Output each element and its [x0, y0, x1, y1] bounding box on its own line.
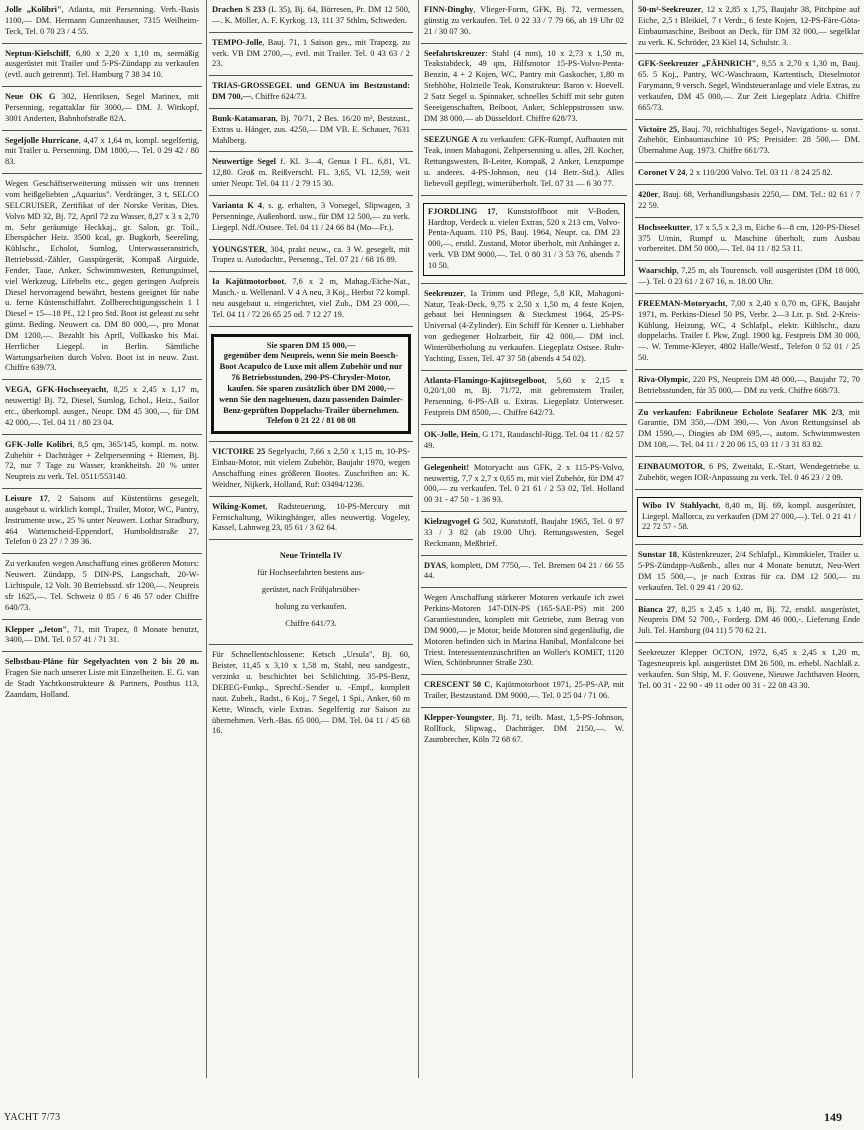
- classified-ad: [633, 163, 864, 184]
- ad-headline: EINBAUMOTOR: [638, 462, 703, 471]
- ad-headline: Varianta K 4: [212, 200, 263, 210]
- ad-body: , G 171, Raudaschl-Rigg. Tel. 04 11 / 82 57 49.: [424, 430, 624, 450]
- ad-text: [419, 430, 629, 452]
- ad-body: Wegen Geschäftserweiterung müssen wir uns trennen vom heißgeliebten „Aquarius". Verdränger, 3 t, SELCO SELCRUISER, Zertifikat of der Norske Veritas, Dies. Volvo MD 32, Bj. 72, April 72 zu Wasser, 8,27 x 3 x 2,70 m. Sehr geräumige Heckkaj., gr. Salon, gr. Toil., Eberspächer Heiz. 3500 kcal, gr. Bugkorb, Seereling, Kühlschr., Echolot, Sumlog, Unterwasseranstrich, Betriebsstd.-Zähler, Gasspürgerät, Kompaß Airguide, Fender, Taue, Anker, Schwimmwesten, Rettungsinsel, viel Werkzeug, Lifebelts etc., gegen geringen Aufpreis Diesel hervorragend bewährt, bestens geeignet für nahe u. ferne Küstenschiffahrt. Zollberechtigungsschein 1 l Diesel = 15—18 Pf., 12 l pro Std. Boot ist geleast zu sehr günst. Beding. Neuwert ca. DM 80 000,—, pro Monat DM 1200,—. Bezahlt bis April, Vollkasko bis Mai. Herrlicher Liegepl. in Berlin. Sämtliche Wartungsarbeiten durch Volvo. Boot ist in neuw. Zust. Chiffre 639/73.: [5, 179, 199, 373]
- ad-headline: GFK-Jolle Kolibri: [5, 439, 73, 449]
- ad-headline: Klepper-Youngster: [424, 712, 493, 722]
- ad-body: , komplett, DM 7750,—. Tel. Bremen 04 21 / 66 55 44.: [424, 560, 624, 581]
- ad-text: [419, 517, 629, 550]
- classified-ad: [419, 371, 629, 424]
- classified-ad: [419, 0, 629, 43]
- classified-ad: [633, 120, 864, 163]
- ad-headline: Wibo IV Stahlyacht: [642, 500, 719, 510]
- ad-text: [207, 38, 415, 71]
- ad-body: , 7,25 m, als Tourensch. voll ausgerüstet (DM 18 000,—). Tel. 0 23 61 / 2 67 16, n. 18.00 Uhr.: [638, 266, 860, 287]
- ad-text: [207, 502, 415, 535]
- ad-headline: Coronet V 24: [638, 168, 686, 178]
- ad-body: , 304, prakt neuw., ca. 3 W. gesegelt, mit Trapez u. Autodachtr., Persenng., Tel. 07 21 / 68 16 89.: [212, 244, 410, 265]
- ad-text: [207, 81, 415, 103]
- ad-text: [419, 376, 629, 419]
- classified-ad: [419, 44, 629, 130]
- ad-headline: Seekreuzer: [424, 288, 464, 298]
- classified-ad: [207, 645, 415, 742]
- classified-ad: [633, 370, 864, 402]
- ad-text: [0, 385, 204, 428]
- ad-text: [207, 277, 415, 320]
- ad-body: Zu verkaufen wegen Anschaffung eines größeren Motors: Neuwert. Zündapp, 5 DIN-PS, Langschaft, 20-W-Lichtspule, 12 Volt. 30 Betriebsstd. sfr 1200,—. Neupreis sfr 1625,—. Tel. Schweiz 0 85 / 6 46 57 oder Chiffre 640/73.: [5, 559, 199, 612]
- classified-ad: [207, 0, 415, 32]
- classified-ad: [419, 130, 629, 194]
- ad-headline: Segeljolle Hurricane: [5, 135, 79, 145]
- ad-text: [633, 550, 864, 593]
- ad-body: Segelyacht, 7,66 x 2,50 x 1,15 m, 10-PS-Einbau-Motor, mit vielem Zubehör, Baujahr 1970, wegen Anschaffung eines größeren Bootes. Zuschriften an: K. Weidner, Nijkerk, Holland, Ruf: 03494/1236.: [212, 447, 410, 489]
- ad-body: Chiffre 624/73.: [253, 92, 307, 102]
- ad-body: , Küstenkreuzer, 2/4 Schlafpl., Kimmkieler, Trailer u. 5-PS-Zündapp-Außenb., alles nur 4 Monate benutzt, Neu-Wert DM 15 500,—, je nach Extras für ca. DM 12 500,— zu verkaufen. Tel. 0 29 41 / 20 62.: [638, 550, 861, 592]
- ad-headline: Drachen S 233: [212, 5, 266, 14]
- ad-text: [419, 561, 629, 583]
- ad-body: , Ia Trimm und Pflege, 5,8 KR, Mahagoni-Natur, Teak-Deck, 9,75 x 2,50 x 1,50 m, 4 feste Kojen, gebaut bei Henningsen & Steckmest 1964, 25-PS-Universal (4-Zylinder). Ein Schiff für Kenner u. Liebhaber von gediegener Holzarbeit, für 42 000,— DM incl. Winterüberholung zu verkaufen. Liegeplatz Ostsee. Ruhr-Yachting, Essen, Tel. 47 37 58 (abends 4 54 02).: [424, 288, 624, 363]
- ad-headline: Bianca 27: [638, 604, 676, 614]
- magazine-issue-label: YACHT 7/73: [4, 1112, 61, 1123]
- classified-ad: [0, 87, 204, 130]
- ad-headline: 420er: [638, 189, 658, 199]
- classified-ad: [633, 545, 864, 598]
- classified-ad: [207, 272, 415, 325]
- ad-headline: Neuwertige Segel: [212, 157, 276, 167]
- classified-ad: [0, 44, 204, 87]
- ad-headline: Seefahrtskreuzer: [424, 48, 486, 58]
- ad-text: [633, 266, 864, 288]
- ad-text: [633, 375, 864, 397]
- ad-body: 502, Kunststoff, Baujahr 1965, Tel. 0 97 33 / 3 82 (ab 19.00 Uhr). Rettungswesten, Segel Reckmann, Meßbrief.: [424, 517, 624, 548]
- ad-body: , 8,40 m, Bj. 69, kompl. ausgerüstet, Liegepl. Mallorca, zu verkaufen (DM 27 000,—). Tel. 0 21 41 / 22 72 57 - 58.: [642, 500, 856, 532]
- classified-ad: [207, 33, 415, 76]
- ad-headline: 50-m²-Seekreuzer: [638, 5, 702, 14]
- ad-headline: Zu verkaufen: Fabrikneue Echolote Seafarer MK 2/3: [638, 407, 843, 417]
- classified-ad: [207, 540, 415, 644]
- ad-body: Seekreuzer Klepper OCTON, 1972, 6,45 x 2,45 x 1,20 m, Tagesneupreis kpl. ausgerüstet DM 26 500, m. erhebl. Nachlaß z. verkaufen. Sun Ship, M. F. Gouvene, Nieuwe Jachthaven Hoorn, Tel. 00 31 - 22 90 - 49 11 oder 00 31 - 22 08 43 30.: [638, 648, 860, 690]
- ad-text: [419, 49, 629, 125]
- ad-body: (L 35), Bj. 64, Börresen, Pr. DM 12 500,—. K. Möller, A. F. Kyrkog. 13, 111 37 Sthlm, Schweden.: [212, 5, 410, 25]
- classified-ad: [419, 556, 629, 588]
- ad-body: Fragen Sie nach unserer Liste mit Einzelheiten. E. G. van de Stadt Yachtkonstrukteure & Partners, Postbus 113, Zaandam, Holland.: [5, 668, 199, 699]
- ad-text: [423, 203, 625, 276]
- ad-text: [0, 136, 204, 169]
- classified-ad: [207, 76, 415, 108]
- classified-ad: [207, 152, 415, 195]
- ad-headline: Sie sparen DM 15 000,—: [266, 340, 356, 350]
- ad-text: [633, 299, 864, 364]
- classified-ad: [419, 458, 629, 511]
- ad-column-2: [206, 0, 415, 1078]
- ad-text: [633, 605, 864, 638]
- ad-body: , 71, mit Trapez, 8 Monate benutzt, 3400,— DM. Tel. 0 57 41 / 71 31.: [5, 624, 199, 645]
- ad-body: , 7,6 x 2 m, Mahag./Eiche-Nat., Masch.- u. Wellenanl. V 4 A neu, 3 Koj., Herbst 72 kompl. neu ausgebaut u. eingerichtet, viel Zub., DM 23 000,—. Tel. 04 11 / 72 26 65 25 od. 7 12 27 19.: [212, 277, 410, 319]
- classified-ad: [633, 218, 864, 261]
- classified-ad: [207, 327, 415, 442]
- ad-body: f. Kl. 3—4, Genua I FL. 6,81, VL 12,80. Groß m. Reißverschl. FL. 3,65, VL 12,59, weit unter Neupr. Tel. 04 11 / 2 79 15 30.: [212, 157, 410, 189]
- classified-ad: [419, 588, 629, 674]
- classified-ad: [633, 294, 864, 369]
- ad-body: Wegen Anschaffung stärkerer Motoren verkaufe ich zwei Perkins-Motoren 147-DIN-PS (165-SAE-PS) mit 200 Garantiestunden, komplett mit Getriebe, zum Betrag von DM 9000,— je Motor, beide Motoren sind gegenläufig, die Motoren befinden sich in Marina Hanibal, Monfalcone bei Triest. Interessentenzuschriften an Woller's KOMET, 1120 Wien, Schönbrunner Straße 230.: [424, 593, 624, 668]
- ad-headline: Bunk-Katamaran: [212, 113, 276, 123]
- ad-text: [419, 593, 629, 669]
- ad-text: [633, 168, 864, 179]
- classified-ad: [419, 512, 629, 555]
- classified-ad: [207, 109, 415, 152]
- ad-text: [0, 179, 204, 374]
- ad-text: [633, 408, 864, 451]
- ad-column-4: [632, 0, 864, 1078]
- ad-text: [207, 5, 415, 27]
- ad-headline: Victoire 25: [638, 124, 678, 134]
- ad-body: , 8,25 x 2,45 x 1,17 m, neuwertig! Bj. 72, Diesel, Sumlog, Echol., Heiz., Sailor etc., überkompl. ausger., Neupr. DM 45 300,—, für DM 42 000,—. Tel. 04 11 / 80 23 04.: [5, 385, 199, 427]
- ad-text: [207, 447, 415, 490]
- ad-headline: OK-Jolle, Hein: [424, 430, 478, 439]
- classified-ad: [633, 0, 864, 53]
- classified-ad: [0, 435, 204, 488]
- classified-ad: [0, 620, 204, 652]
- ad-headline: TRIAS-GROSSEGEL und GENUA im Bestzustand: DM 700,—.: [212, 81, 410, 102]
- ad-body: , Kunststoffboot mit V-Boden, Hardtop, Verdeck u. vielen Extras, 520 x 213 cm, Volvo-Penta-Aquam. 110 PS, Bauj. 1964, Neupr. ca. DM 23 000,—, erstkl. Zustand, Motor überholt, mit Anhänger z. verk. VB DM 9000,—. Tel. 0 80 31 / 3 53 76, abends 7 10 50.: [428, 206, 620, 270]
- classified-ad: [633, 457, 864, 489]
- classified-ad: [207, 196, 415, 239]
- ad-headline: DYAS: [424, 560, 447, 570]
- classified-ad: [633, 403, 864, 456]
- ad-body: , Atlanta, mit Persenning. Verh.-Basis 1100,— DM. Hermann Gunzenhauser, 7315 Weilheim-Teck, Tel. 0 70 23 / 4 55.: [5, 5, 200, 36]
- ad-column-1: [0, 0, 204, 1078]
- ad-text: [633, 223, 864, 256]
- ad-headline: Waarschip: [638, 266, 677, 276]
- ad-body: , 12 x 2,85 x 1,75, Baujahr 38, Pitchpine auf Eiche, 2,5 t Bleikiel, 7 t Verdr., 6 feste Kojen, 12-PS-Färe-Göta-Einbaumaschine, Beiboot an Deck, für DM 32 000,— segelklar zu verk. K. Schröder, 23 Kiel 14, Schulstr. 3.: [638, 5, 860, 47]
- ad-line: gerüstet, nach Frühjahrsüber-: [261, 584, 361, 594]
- ad-text: [419, 135, 629, 189]
- ad-title: Neue Trintella IV: [279, 551, 343, 561]
- ad-body: , 17 x 5,5 x 2,3 m, Eiche 6—8 cm, 120-PS-Diesel 375 U/min, Rumpf u. Maschine überholt, zum Ausbau vorbereitet. DM 50 000,—. Tel. 04 11 / 82 53 11.: [638, 222, 860, 254]
- ad-body: , Bauj. 68, Verhandlungsbasis 2250,— DM. Tel.: 02 61 / 7 22 59.: [638, 189, 860, 210]
- ad-headline: VEGA, GFK-Hochseeyacht: [5, 385, 107, 395]
- ad-headline: FJORDLING 17: [428, 206, 496, 216]
- classified-ad: [0, 652, 204, 705]
- ad-body: , mit Garantie, DM 350,—/DM 390,—. Von Avon Rettungsinsel ab DM 1590,—, Dingies ab DM 695,—, autom. Schwimmwesten DM 108,—. Tel. 04 11 / 2 20 06 15, 03 11 / 3 31 83 82.: [638, 407, 861, 450]
- ad-headline: Neue OK G: [5, 92, 56, 102]
- ad-body: , 8,25 x 2,45 x 1,40 m, Bj. 72, erstkl. ausgerüstet, Neupreis DM 52 700,-, Forderg. DM 46 000,-. Lieferung Ende Juli. Tel. Hamburg (04 11) 5 70 62 21.: [638, 604, 860, 636]
- ad-text: [419, 5, 629, 38]
- ad-body: , Bauj. 70, reichhaltiges Segel-, Navigations- u. sonst. Zubehör, Einbaumaschine 10 PS; Preisidee: 28 500,— DM. Übernahme Aug. 1973. Chiffre 661/73.: [638, 124, 860, 156]
- ad-text: [0, 49, 204, 82]
- ad-body: 302, Henriksen, Segel Marinex, mit Persenning, regattaklar für 3000,— DM. J. Wittkopf, 3001 Anderten, Bahnhofstraße 82A.: [5, 92, 199, 123]
- classified-ad: [633, 600, 864, 643]
- ad-body: Motoryacht aus GFK, 2 x 115-PS-Volvo, neuwertig, 7,7 x 2,7 x 0,65 m, mit viel Zubehör, für DM 47 000,— zu verkaufen. Tel. 0 21 61 / 2 53 02, Tel. Holland 00 31 - 47 50 - 1 36 93.: [424, 462, 624, 505]
- ad-text: [633, 59, 864, 113]
- ad-headline: Gelegenheit!: [424, 462, 470, 472]
- ad-headline: Kielzugvogel G: [424, 517, 480, 527]
- classified-ad: [419, 425, 629, 457]
- classified-ad: [207, 240, 415, 272]
- ad-body: , Vlieger-Form, GFK, Bj. 72, vermessen, günstig zu verkaufen. Tel. 0 22 33 / 7 79 66, ab 19 Uhr 02 21 / 30 07 30.: [424, 5, 624, 36]
- ad-line: holung zu verkaufen.: [275, 601, 347, 611]
- ad-body: , 6 PS, Zweitakt, E.-Start, Wendegetriebe u. Zubehör, wegen IOR-Anpassung zu verk. Tel. 0 46 23 / 2 09.: [638, 462, 860, 482]
- ad-body: , Bj. 71, teilb. Mast, 1,5-PS-Johnson, Rollfock, Slipwag., Dachträger. DM 2150,—. W. Zaumbrecher, Köln 72 68 67.: [424, 712, 624, 744]
- ad-text: [207, 157, 415, 190]
- classified-ad: [0, 554, 204, 618]
- ad-body: : Stahl (4 mm), 10 x 2,73 x 1,50 m, Teakstabdeck, 49 qm, Hilfsmotor 15-PS-Volvo-Penta-Benzin, 4 + 2 Kojen, WC, Pantry mit Gaskocher, 1,80 m Stehhöhe, Holzteile Teak, Konstrukteur: Baron v. Hoevell. 2 Satz Segel u. Spinnaker, schnelles Schiff mit sehr guten Seeeigenschaften, Beiboot, Anker, Schleppstrossen usw. DM 38 000,— ab Düsseldorf. Chiffre 628/73.: [424, 48, 624, 123]
- ad-text: [207, 245, 415, 267]
- ad-body: , Kajütmotorboot 1971, 25-PS-AP, mit Trailer, Bestzustand. DM 9000,—. Tel. 0 25 04 / 71 06.: [424, 680, 624, 701]
- ad-body: , 5,60 x 2,15 x 0,20/1,00 m, Bj. 71/72, mit gebremstem Trailer, Persenning, 6-PS-AB u. Extras. Liegeplatz Unterweser. Festpreis DM 8500,—. Chiffre 642/73.: [424, 375, 624, 418]
- ad-body: , Bauj. 71, 1 Saison ges., mit Trapezg. zu verk. VB DM 2700,—, evtl. mit Trailer. Tel. 0 43 63 / 2 23.: [212, 37, 410, 69]
- ad-text: [419, 463, 629, 506]
- classified-ad: [419, 284, 629, 370]
- classified-ad: [0, 131, 204, 174]
- ad-text: [637, 497, 861, 538]
- ad-text: [633, 648, 864, 691]
- ad-text: [0, 559, 204, 613]
- ad-body: , 9,55 x 2,70 x 1,30 m, Bauj. 65. 5 Koj., Pantry, WC-Waschraum, Kartentisch, Dieselmotor Farymann, 9 versch. Segel, Windsteueranlage und viele Extras, zu verkaufen, DM 45 000,—. Zur Zeit Liegeplatz Adria. Chiffre 665/73.: [638, 59, 860, 112]
- ad-body: , 7,00 x 2,40 x 0,70 m, GFK, Baujahr 1971, m. Perkins-Diesel 50 PS, Verbr. 2—3 Ltr. p. Std. 2-Kreis-Kühlung, Heizung, WC, 4 Schlafpl., elektr. Kühlschr., dazu doppelachs. Trailer f. Pkw, Zugl. 1900 kg. Festpreis DM 30 000,—. W. Temme-Kleyer, 4802 Halle/Westf., Telefon 0 52 01 / 25 50.: [638, 298, 860, 363]
- ad-headline: Jolle „Kolibri": [5, 5, 62, 14]
- ad-body: , 2 x 110/200 Volvo. Tel. 03 11 / 8 24 25 82.: [685, 168, 833, 178]
- ad-column-3: [418, 0, 629, 1078]
- ad-headline: Klepper „Jeton": [5, 624, 68, 634]
- ad-text: [207, 114, 415, 147]
- ad-text: [419, 680, 629, 702]
- ad-text: [633, 462, 864, 484]
- classified-ad: [633, 54, 864, 118]
- ad-text: [207, 650, 415, 737]
- ad-body: , Radsteuerung, 10-PS-Mercury mit Fernschaltung, Wikinghänger, alles neuwertig. Vogeley, Kassel, Lahnweg 23, 05 61 / 3 62 64.: [212, 501, 410, 533]
- ad-text: [0, 5, 204, 38]
- ad-body: , 6,80 x 2,20 x 1,10 m, seemäßig ausgerüstet mit Trailer und 5-PS-Zündapp zu verkaufen (evtl. auch getrennt). Tel. Hamburg 7 38 34 10.: [5, 48, 199, 80]
- ad-headline: FREEMAN-Motoryacht: [638, 298, 726, 308]
- ad-headline: VICTOIRE 25: [212, 447, 266, 457]
- ad-body: zu verkaufen: GFK-Rumpf, Aufbauten mit Teak, innen Mahagoni, Zeltpersenning u. alles, 2fl. Kocher, Rettungswesten, B-Leiter, Kompaß, 2 Anker, Lenzpumpe u. anderes. 4-PS-Johnson, neu (14 Betr.-Std.). Alles liebevoll gepflegt, winterüberholt. Tel. 07 31 — 6 30 77.: [424, 135, 624, 188]
- ad-headline: Riva-Olympic: [638, 374, 689, 384]
- ad-headline: Ia Kajütmotorboot: [212, 277, 285, 287]
- ad-body: , 4,47 x 1,64 m, kompl. segelfertig, mit Trailer u. Persenning. DM 1800,—. Tel. 0 29 42 / 80 83.: [5, 135, 200, 167]
- ad-headline: YOUNGSTER: [212, 244, 266, 254]
- ad-text: [0, 92, 204, 125]
- classified-ad: [0, 0, 204, 43]
- classified-ad: [633, 643, 864, 696]
- ad-headline: SEEZUNGE A: [424, 135, 478, 145]
- ad-text: [0, 625, 204, 647]
- classified-ad: [0, 380, 204, 433]
- ad-text: [0, 440, 204, 483]
- ad-text: [0, 494, 204, 548]
- classified-ad: [207, 497, 415, 540]
- page-number: 149: [824, 1110, 842, 1124]
- ad-text: [211, 334, 411, 435]
- ad-headline: Leisure 17: [5, 494, 48, 504]
- ad-text: [633, 125, 864, 158]
- ad-text: [419, 289, 629, 365]
- ad-body: gegenüber dem Neupreis, wenn Sie mein Boesch-Boot Acapulco de Luxe mit allem Zubehör und nur 76 Betriebsstunden, 290-PS-Chrysler-Motor, kaufen. Sie sparen zusätzlich über DM 2000,— wenn Sie den nagelneuen, dazu passenden Daimler-Benz-geprüften Doppelachs-Trailer übernehmen. Telefon 0 21 22 / 81 08 08: [219, 351, 403, 426]
- ad-text: [633, 5, 864, 48]
- classified-ad: [633, 185, 864, 217]
- ad-line: für Hochseefahrten bestens aus-: [257, 568, 365, 578]
- ad-headline: GFK-Seekreuzer „FÄHNRICH": [638, 59, 757, 69]
- classified-ad: [419, 708, 629, 751]
- ad-line: Chiffre 641/73.: [285, 618, 337, 628]
- ad-headline: FINN-Dinghy: [424, 5, 474, 14]
- ad-text: [633, 190, 864, 212]
- ad-headline: Hochseekutter: [638, 222, 691, 232]
- ad-body: , s. g. erhalten, 3 Vorsegel, Slipwagen, 3 Persenninge, Außenbord. usw., für DM 12 500,— zu verk. Liegepl. Ndf./Ostsee. Tel. 04 11 / 24 66 84 (Mo—Fr.).: [212, 200, 410, 232]
- ad-headline: Selbstbau-Pläne für Segelyachten von 2 bis 20 m.: [5, 657, 199, 667]
- ad-headline: Atlanta-Flamingo-Kajütsegelboot: [424, 375, 545, 385]
- ad-headline: CRESCENT 50 C: [424, 680, 491, 690]
- ad-headline: Wiking-Komet: [212, 501, 266, 511]
- ad-text: [0, 657, 204, 700]
- ad-headline: Neptun-Kielschiff: [5, 48, 69, 58]
- ad-headline: Sunstar 18: [638, 550, 677, 560]
- ad-body: , Bj. 70/71, 2 Bes. 16/20 m², Bestzust., Extras u. Hänger, zus. 4250,— DM VB. E. Schauer, 7631 Mahlberg.: [212, 113, 410, 145]
- ad-text: [207, 201, 415, 234]
- ad-body: , 220 PS, Neupreis DM 48 000,—, Baujahr 72, 70 Betriebsstunden, für 35 000,— DM zu verk. Chiffre 668/73.: [638, 374, 860, 395]
- classified-ad: [633, 261, 864, 293]
- ad-body: , 2 Saisons auf Küstentörns gesegelt, ausgebaut u. wirklich kompl., Trailer, Motor, WC, Pantry, Instrumente usw., 25 % unter Neuwert. Lothar Stradbury, 464 Wattenscheid-Eppendorf, Humboldtstraße 27, Telefon 0 23 27 / 7 39 36.: [5, 494, 199, 547]
- classified-ad: [0, 489, 204, 553]
- classified-ad: [419, 196, 629, 283]
- classified-ad: [207, 442, 415, 495]
- ad-text: [419, 713, 629, 746]
- classified-ad: [419, 675, 629, 707]
- ad-headline: TEMPO-Jolle: [212, 37, 263, 47]
- ad-body: Für Schnellentschlossene: Ketsch „Ursula", Bj. 60, Beister, 11,45 x 3,10 x 1,58 m, Stahl, neu sandgestr., verzinkt u. beschichtet bei Schlichting. 35-PS-Benz, DEBEG-Funkp., Sprechf.-Sender u. -Empf., komplett naut. Zubeh., Radst., 6 Koj., 7 Segel, 1 Spi., Anker, 60 m Kette, Winsch, viele Extras. Segelfertig zur Saison zu übernehmen. Verh.-Bas. 65 000,— DM. Tel. 04 11 / 45 68 16.: [212, 650, 410, 736]
- ad-body: , 8,5 qm, 365/145, kompl. m. notw. Zubehör + Dachträger + Zeltpersenning + Riemen, Bj. 72, nur 7 Tage zu Wasser, krankheitsh. 20 % unter Neupreis zu verk. Tel. 0511/553140.: [5, 439, 199, 482]
- classified-ad: [0, 174, 204, 379]
- classified-ad: [633, 490, 864, 545]
- ad-text: [207, 545, 415, 639]
